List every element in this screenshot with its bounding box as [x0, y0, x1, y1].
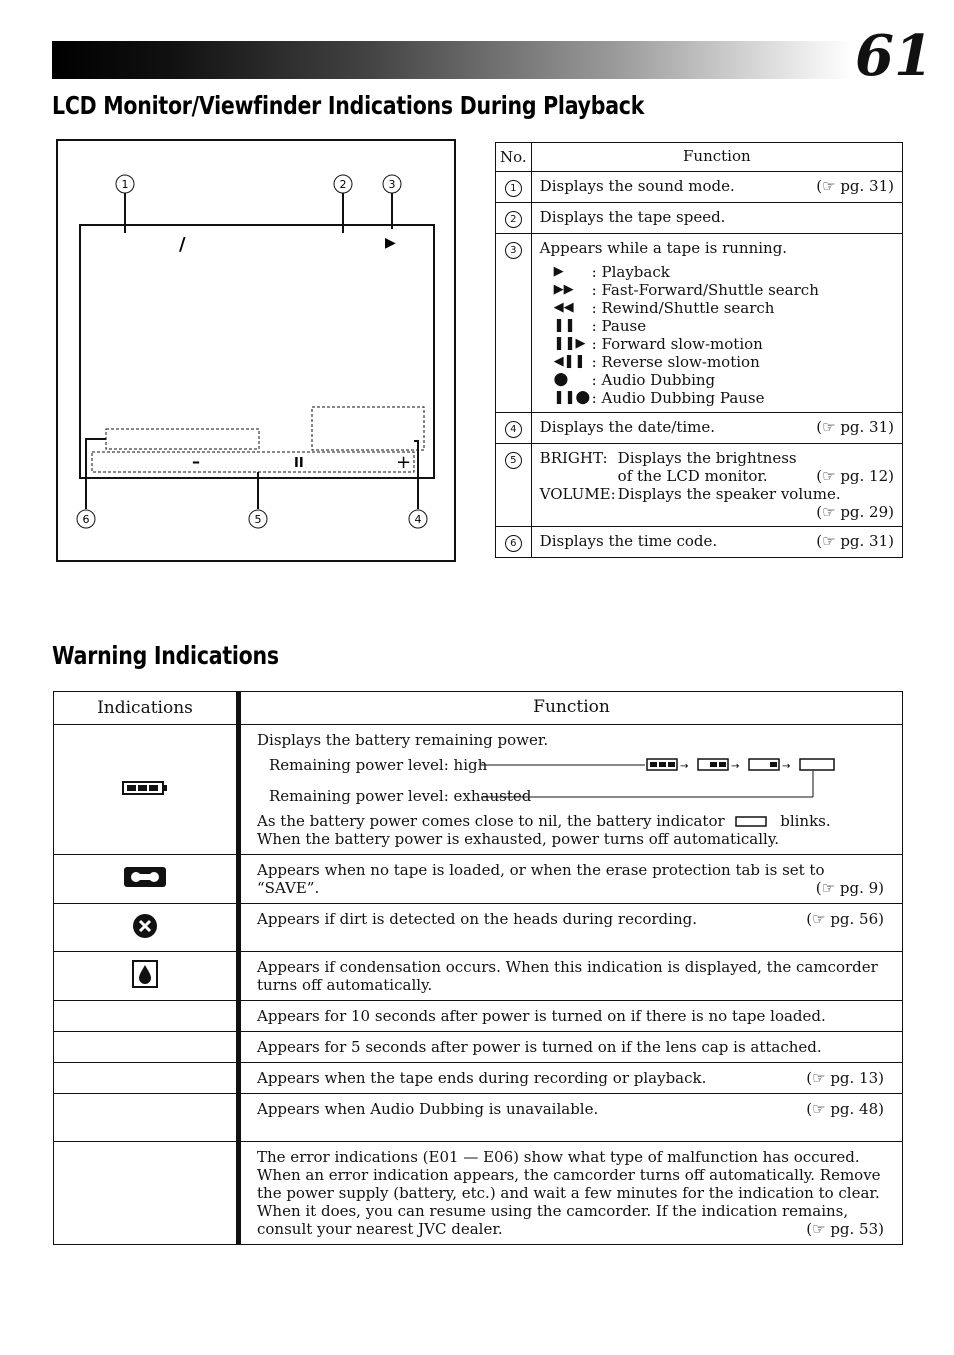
svg-text:→: →	[680, 761, 689, 772]
header-gradient-bar	[52, 41, 852, 79]
rewind-icon: ◀◀	[553, 300, 574, 315]
svg-text:→: →	[782, 761, 791, 772]
screen-play-icon: ▶	[385, 235, 396, 251]
reverse-slow-icon: ◀❚❚	[553, 354, 586, 369]
bar-pause: II	[294, 456, 304, 471]
screen-slash: /	[179, 234, 186, 255]
playback-icon: ▶	[553, 264, 564, 279]
table-row: Appears for 10 seconds after power is turned on if there is no tape loaded.	[54, 1001, 903, 1032]
pause-icon: ❚❚	[553, 318, 576, 333]
table-row: (☞ pg. 13) Appears when the tape ends during recording or playback.	[54, 1063, 903, 1094]
callout-6: 6	[82, 513, 90, 526]
table-row: The error indications (E01 — E06) show what type of malfunction has occured. When an error indication appears, the camcorder turns off automatically. Remove the power supply (battery, etc.) and wait a few minutes for the indication to clear. When it does, you can resume using the camcorder. If the indication remains, consult your nearest JVC dealer. (☞ pg. 53)	[54, 1142, 903, 1245]
battery-icon	[122, 780, 168, 796]
warning-table	[53, 691, 903, 1245]
table-row: 4 (☞ pg. 31) Displays the date/time.	[496, 413, 903, 444]
forward-slow-icon: ❚❚▶	[553, 336, 586, 351]
section-title-lcd: LCD Monitor/Viewfinder Indications During Playback	[52, 91, 645, 120]
callout-4: 4	[414, 513, 422, 526]
datetime-box	[312, 407, 424, 450]
table-row: 6 (☞ pg. 31) Displays the time code.	[496, 527, 903, 558]
callout-5: 5	[254, 513, 262, 526]
lcd-diagram-svg	[58, 141, 454, 560]
cassette-icon	[123, 866, 167, 888]
table-row: 5 BRIGHT: Displays the brightness (☞ pg. 12) of the LCD monitor. VOLUME: Displays the speaker volume. (☞ pg. 29)	[496, 444, 903, 527]
header-no: No.	[496, 143, 532, 172]
condensation-icon	[132, 960, 158, 988]
table-row: Appears for 5 seconds after power is turned on if the lens cap is attached.	[54, 1032, 903, 1063]
bar-plus: +	[396, 452, 412, 473]
callout-1: 1	[121, 178, 129, 191]
fast-forward-icon: ▶▶	[553, 282, 574, 297]
audio-dub-icon: ⬤	[553, 372, 569, 387]
lcd-diagram	[56, 139, 456, 562]
page-number: 61	[855, 23, 933, 89]
table-row: 1 (☞ pg. 31) Displays the sound mode.	[496, 172, 903, 203]
table-row: (☞ pg. 56) Appears if dirt is detected on the heads during recording.	[54, 904, 903, 952]
volume-bar-box	[92, 452, 414, 472]
table-row: Displays the battery remaining power. Remaining power level: high Remaining power level: exhausted As the battery power comes close to nil, the battery indicator blinks. When the battery power is exhausted, power turns off automatically. → → →	[54, 725, 903, 855]
callout-2: 2	[339, 178, 347, 191]
header-function: Function	[239, 692, 903, 725]
svg-text:→: →	[731, 761, 740, 772]
battery-level-sequence	[481, 753, 881, 803]
header-indications: Indications	[54, 692, 239, 725]
screen-frame	[80, 225, 434, 478]
bar-minus: –	[192, 452, 200, 471]
audio-dub-pause-icon: ❚❚⬤	[553, 390, 591, 405]
header-function: Function	[531, 143, 902, 172]
battery-empty-icon	[735, 816, 769, 828]
table-row: Appears when no tape is loaded, or when the erase protection tab is set to “SAVE”. (☞ pg. 9)	[54, 855, 903, 904]
table-row: 2 Displays the tape speed.	[496, 203, 903, 234]
table-row: (☞ pg. 48) Appears when Audio Dubbing is unavailable.	[54, 1094, 903, 1142]
table-row: 3 Appears while a tape is running. ▶ : Playback ▶▶ : Fast-Forward/Shuttle search ◀◀ : Rewind/Shuttle search ❚❚ : Pause ❚❚▶ : Forward slow-motion ◀❚❚ : Reverse slow-motion ⬤ : Audio Dubbing ❚❚⬤ : Audio Dubbing Pause	[496, 234, 903, 413]
timecode-box	[106, 429, 259, 449]
indications-table	[495, 142, 903, 558]
head-dirt-icon	[132, 913, 158, 939]
callout-3: 3	[388, 178, 396, 191]
table-row: Appears if condensation occurs. When this indication is displayed, the camcorder turns off automatically.	[54, 952, 903, 1001]
section-title-warning: Warning Indications	[52, 641, 279, 670]
